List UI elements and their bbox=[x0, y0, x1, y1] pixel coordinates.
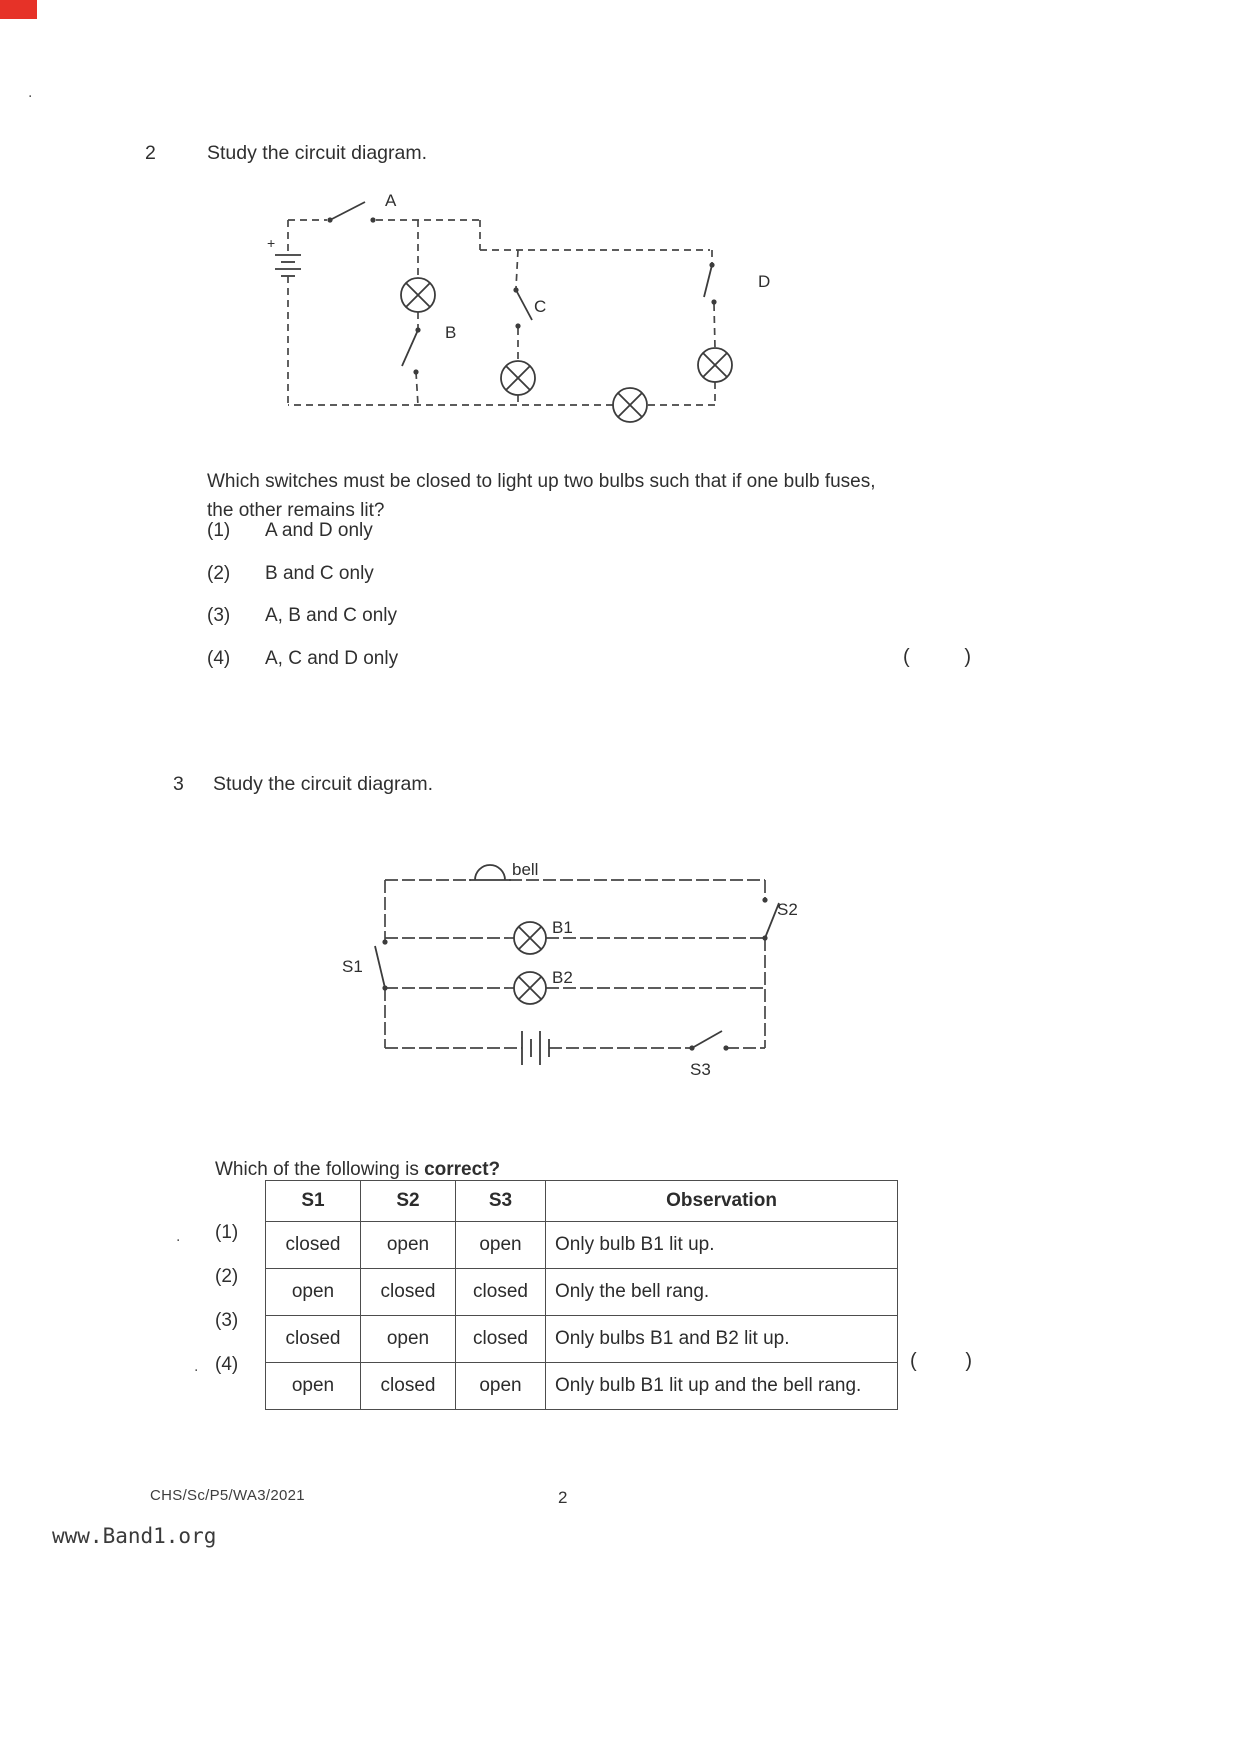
switch-d-icon bbox=[704, 262, 770, 304]
table-header-row bbox=[266, 1181, 898, 1222]
bell-icon bbox=[469, 860, 538, 880]
question-2-number: 2 bbox=[145, 142, 156, 164]
footer-paper-code: CHS/Sc/P5/WA3/2021 bbox=[150, 1487, 305, 1504]
switch-s3-label: S3 bbox=[690, 1060, 711, 1079]
cell-observation: Only bulbs B1 and B2 lit up. bbox=[546, 1316, 898, 1363]
answer-bracket-close: ) bbox=[964, 646, 971, 668]
watermark-url: www.Band1.org bbox=[52, 1524, 217, 1548]
cell-s3: open bbox=[456, 1363, 546, 1410]
switch-s1-label: S1 bbox=[342, 957, 363, 976]
bulb-b1-label: B1 bbox=[552, 918, 573, 937]
switch-s3-icon bbox=[689, 1031, 728, 1079]
bulb-b1-icon bbox=[514, 918, 573, 954]
question-3-prompt: Study the circuit diagram. bbox=[213, 773, 434, 795]
bell-label: bell bbox=[512, 860, 539, 879]
bulb-icon bbox=[613, 388, 647, 422]
scan-artifact-dot: . bbox=[194, 1358, 199, 1375]
option-number: (3) bbox=[207, 605, 231, 626]
cell-s3: open bbox=[456, 1222, 546, 1269]
switch-b-icon bbox=[402, 323, 456, 375]
battery-plus-label: + bbox=[267, 235, 276, 251]
switch-c-label: C bbox=[534, 297, 547, 316]
question-3-circuit-diagram bbox=[330, 845, 810, 1105]
cell-s2: closed bbox=[361, 1269, 456, 1316]
answer-bracket-open: ( bbox=[910, 1350, 917, 1372]
scan-red-corner-mark bbox=[0, 0, 37, 19]
table-row-number-3: (3) bbox=[215, 1310, 239, 1331]
question-2-text: Which switches must be closed to light up two bulbs such that if one bulb fuses, the other remains lit? bbox=[207, 471, 876, 522]
bulb-icon bbox=[501, 361, 535, 395]
footer-page-number: 2 bbox=[558, 1488, 568, 1507]
question-3-number: 3 bbox=[173, 773, 184, 795]
cell-s2: open bbox=[361, 1316, 456, 1363]
cell-s2: open bbox=[361, 1222, 456, 1269]
cell-s1: closed bbox=[266, 1222, 361, 1269]
cell-s3: closed bbox=[456, 1269, 546, 1316]
option-text: A, C and D only bbox=[265, 648, 399, 669]
scan-artifact-dot: . bbox=[28, 84, 33, 101]
scan-artifact-dot: . bbox=[176, 1228, 181, 1245]
answer-bracket-close: ) bbox=[965, 1350, 972, 1372]
question-2-circuit-diagram bbox=[255, 190, 795, 440]
bulb-icon bbox=[401, 278, 435, 312]
question-2-header bbox=[145, 142, 427, 165]
option-number: (1) bbox=[207, 520, 231, 541]
switch-a-label: A bbox=[385, 191, 397, 210]
table-row bbox=[266, 1269, 898, 1316]
option-text: B and C only bbox=[265, 563, 374, 584]
switch-a-icon bbox=[327, 191, 397, 223]
cell-s2: closed bbox=[361, 1363, 456, 1410]
cell-observation: Only bulb B1 lit up. bbox=[546, 1222, 898, 1269]
question-3-header bbox=[173, 773, 433, 796]
switch-c-icon bbox=[513, 287, 546, 328]
cell-s1: closed bbox=[266, 1316, 361, 1363]
question-2-option-4 bbox=[207, 648, 398, 670]
bulb-icon bbox=[698, 348, 732, 382]
question-2-option-1 bbox=[207, 520, 373, 542]
cell-s3: closed bbox=[456, 1316, 546, 1363]
switch-b-label: B bbox=[445, 323, 457, 342]
question-3-text-prefix: Which of the following is bbox=[215, 1159, 425, 1180]
question-2-option-2 bbox=[207, 563, 374, 585]
battery-icon bbox=[267, 235, 301, 276]
option-number: (2) bbox=[207, 563, 231, 584]
table-header-s1: S1 bbox=[266, 1181, 361, 1222]
table-row-number-4: (4) bbox=[215, 1354, 239, 1375]
question-3-table bbox=[265, 1180, 898, 1410]
circuit-wires bbox=[385, 880, 765, 1048]
table-row-number-2: (2) bbox=[215, 1266, 239, 1287]
table-header-s2: S2 bbox=[361, 1181, 456, 1222]
option-text: A, B and C only bbox=[265, 605, 398, 626]
cell-observation: Only bulb B1 lit up and the bell rang. bbox=[546, 1363, 898, 1410]
cell-observation: Only the bell rang. bbox=[546, 1269, 898, 1316]
switch-s2-label: S2 bbox=[777, 900, 798, 919]
table-header-observation: Observation bbox=[546, 1181, 898, 1222]
bulb-b2-icon bbox=[514, 968, 573, 1004]
option-number: (4) bbox=[207, 648, 231, 669]
answer-bracket-open: ( bbox=[903, 646, 910, 668]
table-row bbox=[266, 1316, 898, 1363]
option-text: A and D only bbox=[265, 520, 373, 541]
table-row bbox=[266, 1363, 898, 1410]
question-3-text-bold: correct? bbox=[424, 1159, 501, 1180]
switch-d-label: D bbox=[758, 272, 771, 291]
battery-icon bbox=[522, 1031, 549, 1065]
question-2-prompt: Study the circuit diagram. bbox=[207, 142, 428, 164]
question-3-answer-brackets bbox=[910, 1350, 972, 1373]
table-row-number-1: (1) bbox=[215, 1222, 239, 1243]
switch-s2-icon bbox=[762, 897, 797, 940]
table-header-s3: S3 bbox=[456, 1181, 546, 1222]
switch-s1-icon bbox=[342, 939, 388, 990]
cell-s1: open bbox=[266, 1269, 361, 1316]
question-2-option-3 bbox=[207, 605, 397, 627]
table-row bbox=[266, 1222, 898, 1269]
cell-s1: open bbox=[266, 1363, 361, 1410]
question-2-answer-brackets bbox=[903, 646, 971, 669]
bulb-b2-label: B2 bbox=[552, 968, 573, 987]
